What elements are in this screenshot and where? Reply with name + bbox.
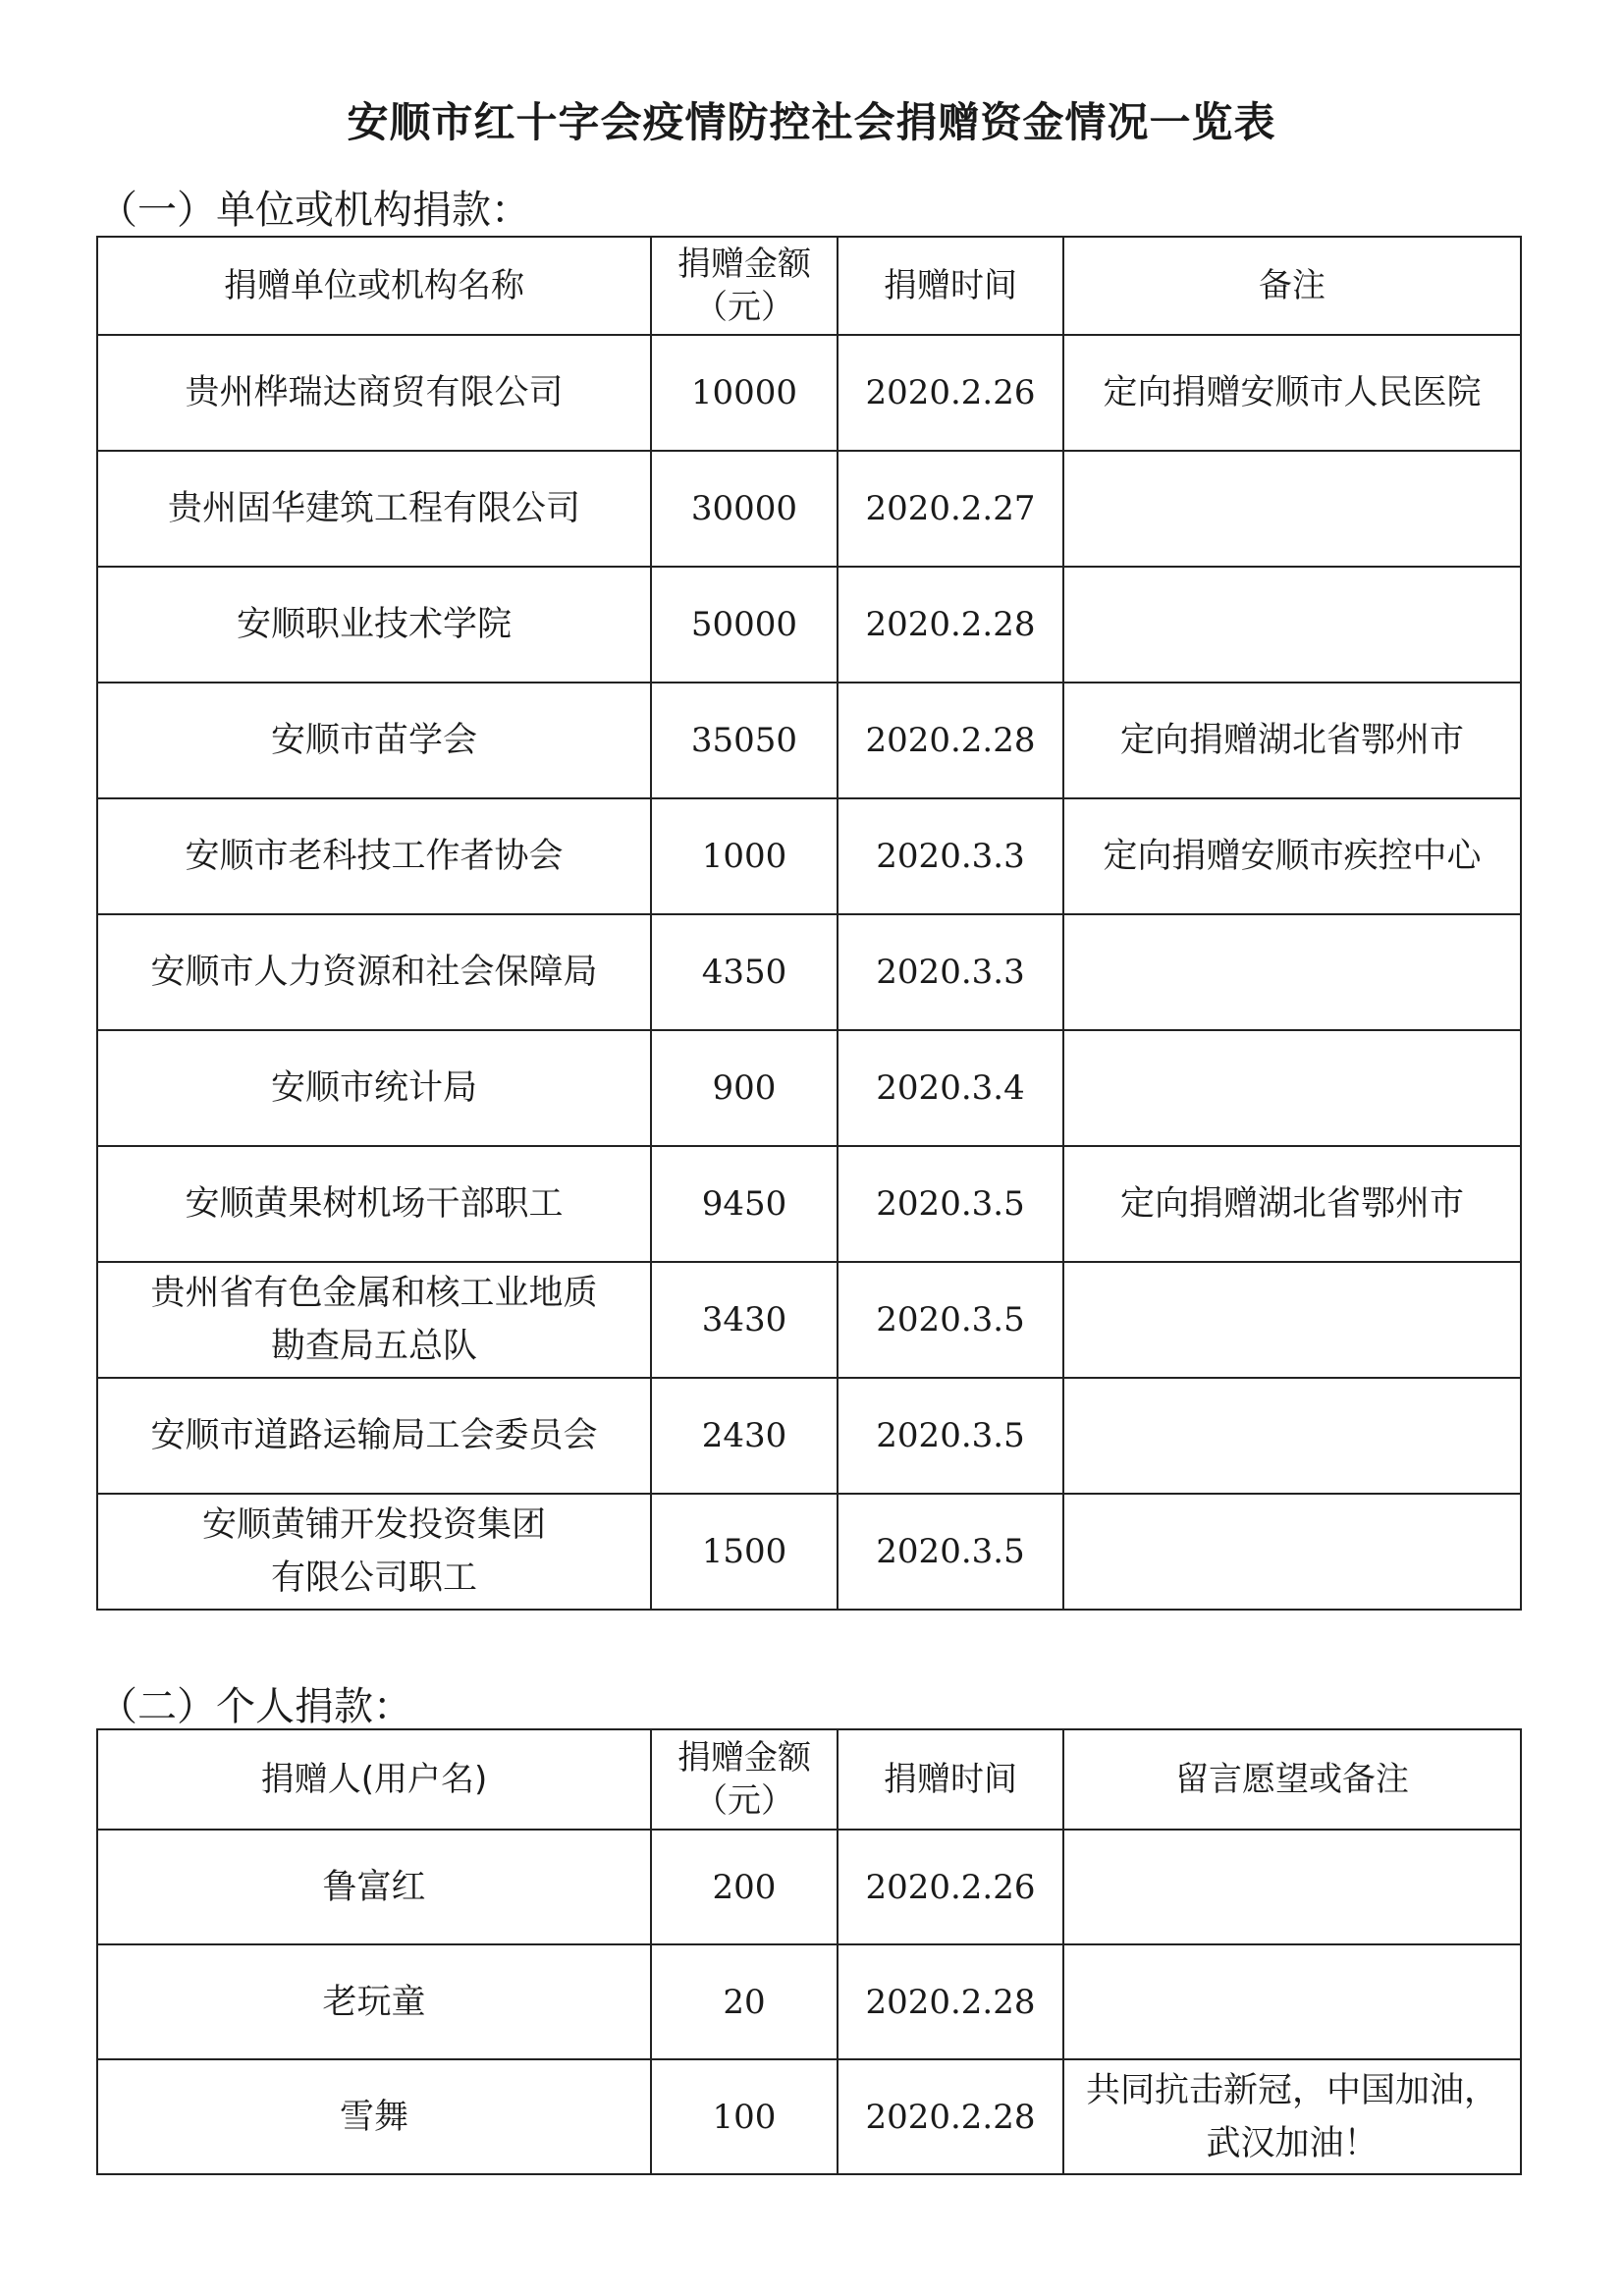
table-header-row: [97, 237, 1521, 335]
cell-amount: 9450: [651, 1146, 838, 1262]
cell-amount: 10000: [651, 335, 838, 451]
table-row: [97, 335, 1521, 451]
cell-name: 安顺市统计局: [97, 1030, 651, 1146]
cell-amount: 1000: [651, 798, 838, 914]
cell-name: 安顺市老科技工作者协会: [97, 798, 651, 914]
cell-note: [1063, 1494, 1521, 1610]
cell-note: [1063, 1030, 1521, 1146]
cell-amount: 900: [651, 1030, 838, 1146]
cell-name: 安顺职业技术学院: [97, 567, 651, 683]
cell-name: 安顺黄铺开发投资集团 有限公司职工: [97, 1494, 651, 1610]
cell-note: [1063, 914, 1521, 1030]
cell-amount: 50000: [651, 567, 838, 683]
cell-date: 2020.3.3: [838, 798, 1063, 914]
cell-date: 2020.2.27: [838, 451, 1063, 567]
cell-name: 贵州桦瑞达商贸有限公司: [97, 335, 651, 451]
cell-amount: 200: [651, 1830, 838, 1944]
cell-amount: 100: [651, 2059, 838, 2174]
page-title: 安顺市红十字会疫情防控社会捐赠资金情况一览表: [347, 98, 1276, 146]
table-row: [97, 1262, 1521, 1378]
cell-note: [1063, 1262, 1521, 1378]
cell-date: 2020.2.28: [838, 2059, 1063, 2174]
table-row: [97, 1944, 1521, 2059]
cell-note: [1063, 1830, 1521, 1944]
table-header-row: [97, 1729, 1521, 1830]
header-amount: 捐赠金额 （元）: [651, 237, 838, 335]
cell-amount: 1500: [651, 1494, 838, 1610]
cell-amount: 3430: [651, 1262, 838, 1378]
cell-note: 定向捐赠湖北省鄂州市: [1063, 683, 1521, 798]
table-row: [97, 798, 1521, 914]
table-row: [97, 1378, 1521, 1494]
cell-date: 2020.3.5: [838, 1146, 1063, 1262]
section-heading-individuals: （二）个人捐款：: [98, 1684, 412, 1729]
cell-date: 2020.2.28: [838, 683, 1063, 798]
cell-name: 老玩童: [97, 1944, 651, 2059]
cell-note: 定向捐赠湖北省鄂州市: [1063, 1146, 1521, 1262]
cell-amount: 20: [651, 1944, 838, 2059]
cell-amount: 30000: [651, 451, 838, 567]
individual-donations-table: [96, 1728, 1522, 2175]
cell-amount: 2430: [651, 1378, 838, 1494]
header-note: 备注: [1063, 237, 1521, 335]
cell-note: 定向捐赠安顺市疾控中心: [1063, 798, 1521, 914]
cell-date: 2020.2.28: [838, 1944, 1063, 2059]
cell-note: [1063, 1944, 1521, 2059]
cell-amount: 4350: [651, 914, 838, 1030]
cell-name: 安顺市人力资源和社会保障局: [97, 914, 651, 1030]
header-date: 捐赠时间: [838, 1729, 1063, 1830]
table-row: [97, 1030, 1521, 1146]
cell-date: 2020.3.3: [838, 914, 1063, 1030]
cell-note: [1063, 567, 1521, 683]
header-note: 留言愿望或备注: [1063, 1729, 1521, 1830]
cell-note: 共同抗击新冠，中国加油， 武汉加油！: [1063, 2059, 1521, 2174]
table-row: [97, 1830, 1521, 1944]
table-row: [97, 2059, 1521, 2174]
cell-note: 定向捐赠安顺市人民医院: [1063, 335, 1521, 451]
cell-amount: 35050: [651, 683, 838, 798]
cell-date: 2020.3.5: [838, 1378, 1063, 1494]
cell-date: 2020.2.26: [838, 1830, 1063, 1944]
section-heading-organizations: （一）单位或机构捐款：: [98, 188, 530, 233]
cell-date: 2020.3.5: [838, 1262, 1063, 1378]
header-name: 捐赠单位或机构名称: [97, 237, 651, 335]
cell-date: 2020.3.5: [838, 1494, 1063, 1610]
cell-name: 安顺黄果树机场干部职工: [97, 1146, 651, 1262]
table-row: [97, 1494, 1521, 1610]
cell-name: 安顺市道路运输局工会委员会: [97, 1378, 651, 1494]
table-row: [97, 683, 1521, 798]
header-amount: 捐赠金额 （元）: [651, 1729, 838, 1830]
cell-date: 2020.3.4: [838, 1030, 1063, 1146]
table-row: [97, 914, 1521, 1030]
table-row: [97, 567, 1521, 683]
cell-date: 2020.2.26: [838, 335, 1063, 451]
header-name: 捐赠人(用户名): [97, 1729, 651, 1830]
cell-note: [1063, 451, 1521, 567]
table-row: [97, 1146, 1521, 1262]
cell-name: 贵州省有色金属和核工业地质 勘查局五总队: [97, 1262, 651, 1378]
cell-name: 安顺市苗学会: [97, 683, 651, 798]
cell-date: 2020.2.28: [838, 567, 1063, 683]
organization-donations-table: [96, 236, 1522, 1611]
cell-note: [1063, 1378, 1521, 1494]
table-row: [97, 451, 1521, 567]
cell-name: 鲁富红: [97, 1830, 651, 1944]
cell-name: 雪舞: [97, 2059, 651, 2174]
cell-name: 贵州固华建筑工程有限公司: [97, 451, 651, 567]
header-date: 捐赠时间: [838, 237, 1063, 335]
